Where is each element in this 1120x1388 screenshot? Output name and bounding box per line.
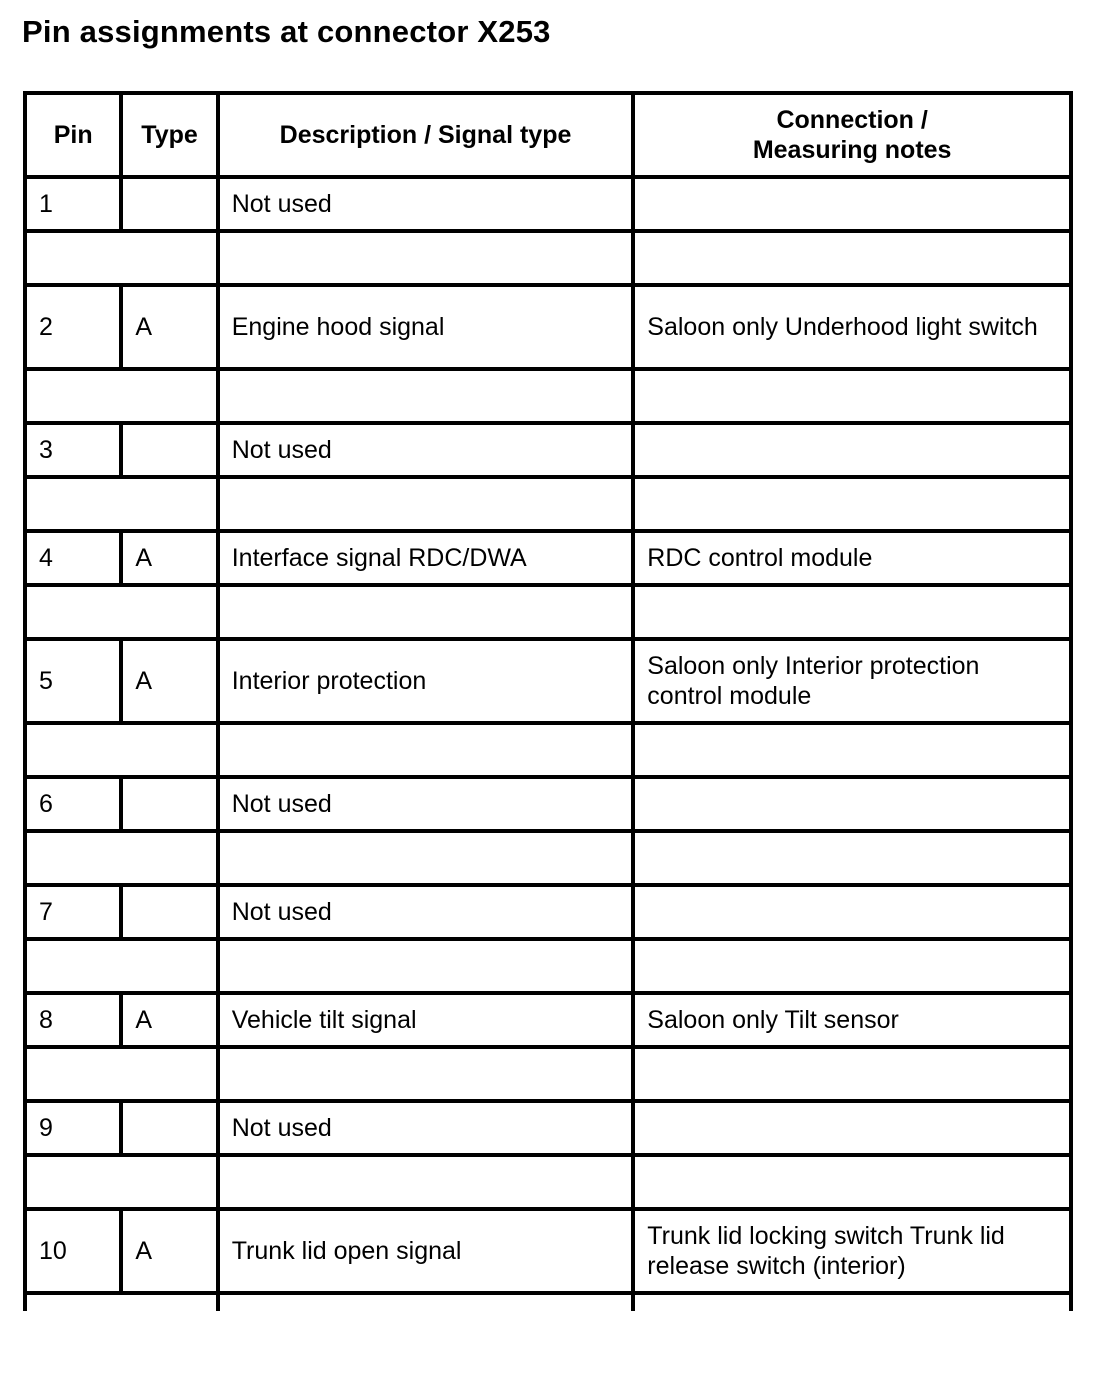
table-row xyxy=(25,285,1071,369)
spacer-row xyxy=(25,585,1071,639)
cell-type xyxy=(121,885,217,939)
cell-description: Interface signal RDC/DWA xyxy=(218,531,634,585)
cell-connection xyxy=(633,423,1071,477)
spacer-row xyxy=(25,723,1071,777)
cell-type xyxy=(121,777,217,831)
table-continuation xyxy=(25,1293,1071,1311)
cell-type xyxy=(121,423,217,477)
pin-assignment-table xyxy=(23,91,1073,1311)
table-header-row xyxy=(25,93,1071,177)
spacer-row xyxy=(25,477,1071,531)
cell-description: Not used xyxy=(218,423,634,477)
header-connection-line2: Measuring notes xyxy=(752,136,952,164)
cell-type: A xyxy=(121,1209,217,1293)
cell-pin: 6 xyxy=(25,777,121,831)
cell-connection xyxy=(633,885,1071,939)
spacer-row xyxy=(25,369,1071,423)
table-row xyxy=(25,993,1071,1047)
table-row xyxy=(25,777,1071,831)
cell-description: Vehicle tilt signal xyxy=(218,993,634,1047)
cell-pin: 1 xyxy=(25,177,121,231)
cell-description: Not used xyxy=(218,177,634,231)
cell-description: Not used xyxy=(218,885,634,939)
cell-connection xyxy=(633,1101,1071,1155)
table-row xyxy=(25,177,1071,231)
page-title: Pin assignments at connector X253 xyxy=(22,14,551,49)
header-connection xyxy=(633,93,1071,177)
cell-description: Engine hood signal xyxy=(218,285,634,369)
cell-connection: RDC control module xyxy=(633,531,1071,585)
cell-type: A xyxy=(121,531,217,585)
table-row xyxy=(25,1101,1071,1155)
cell-pin: 5 xyxy=(25,639,121,723)
cell-type xyxy=(121,177,217,231)
cell-pin: 7 xyxy=(25,885,121,939)
cell-description: Interior protection xyxy=(218,639,634,723)
cell-connection: Saloon only Tilt sensor xyxy=(633,993,1071,1047)
header-description: Description / Signal type xyxy=(218,93,634,177)
cell-type: A xyxy=(121,639,217,723)
cell-pin: 3 xyxy=(25,423,121,477)
spacer-row xyxy=(25,939,1071,993)
cell-connection xyxy=(633,177,1071,231)
cell-description: Trunk lid open signal xyxy=(218,1209,634,1293)
cell-connection: Saloon only Interior protection control module xyxy=(633,639,1071,723)
cell-description: Not used xyxy=(218,1101,634,1155)
cell-pin: 4 xyxy=(25,531,121,585)
spacer-row xyxy=(25,231,1071,285)
cell-connection: Saloon only Underhood light switch xyxy=(633,285,1071,369)
cell-connection xyxy=(633,777,1071,831)
cell-pin: 2 xyxy=(25,285,121,369)
cell-pin: 9 xyxy=(25,1101,121,1155)
cell-connection: Trunk lid locking switch Trunk lid release switch (interior) xyxy=(633,1209,1071,1293)
cell-description: Not used xyxy=(218,777,634,831)
cell-pin: 10 xyxy=(25,1209,121,1293)
table-row xyxy=(25,531,1071,585)
header-type: Type xyxy=(121,93,217,177)
header-connection-line1: Connection / xyxy=(776,106,928,134)
header-pin: Pin xyxy=(25,93,121,177)
table-row xyxy=(25,423,1071,477)
cell-type: A xyxy=(121,285,217,369)
cell-type: A xyxy=(121,993,217,1047)
spacer-row xyxy=(25,1047,1071,1101)
table-row xyxy=(25,639,1071,723)
spacer-row xyxy=(25,1155,1071,1209)
cell-type xyxy=(121,1101,217,1155)
table-row xyxy=(25,885,1071,939)
cell-pin: 8 xyxy=(25,993,121,1047)
spacer-row xyxy=(25,831,1071,885)
table-row xyxy=(25,1209,1071,1293)
